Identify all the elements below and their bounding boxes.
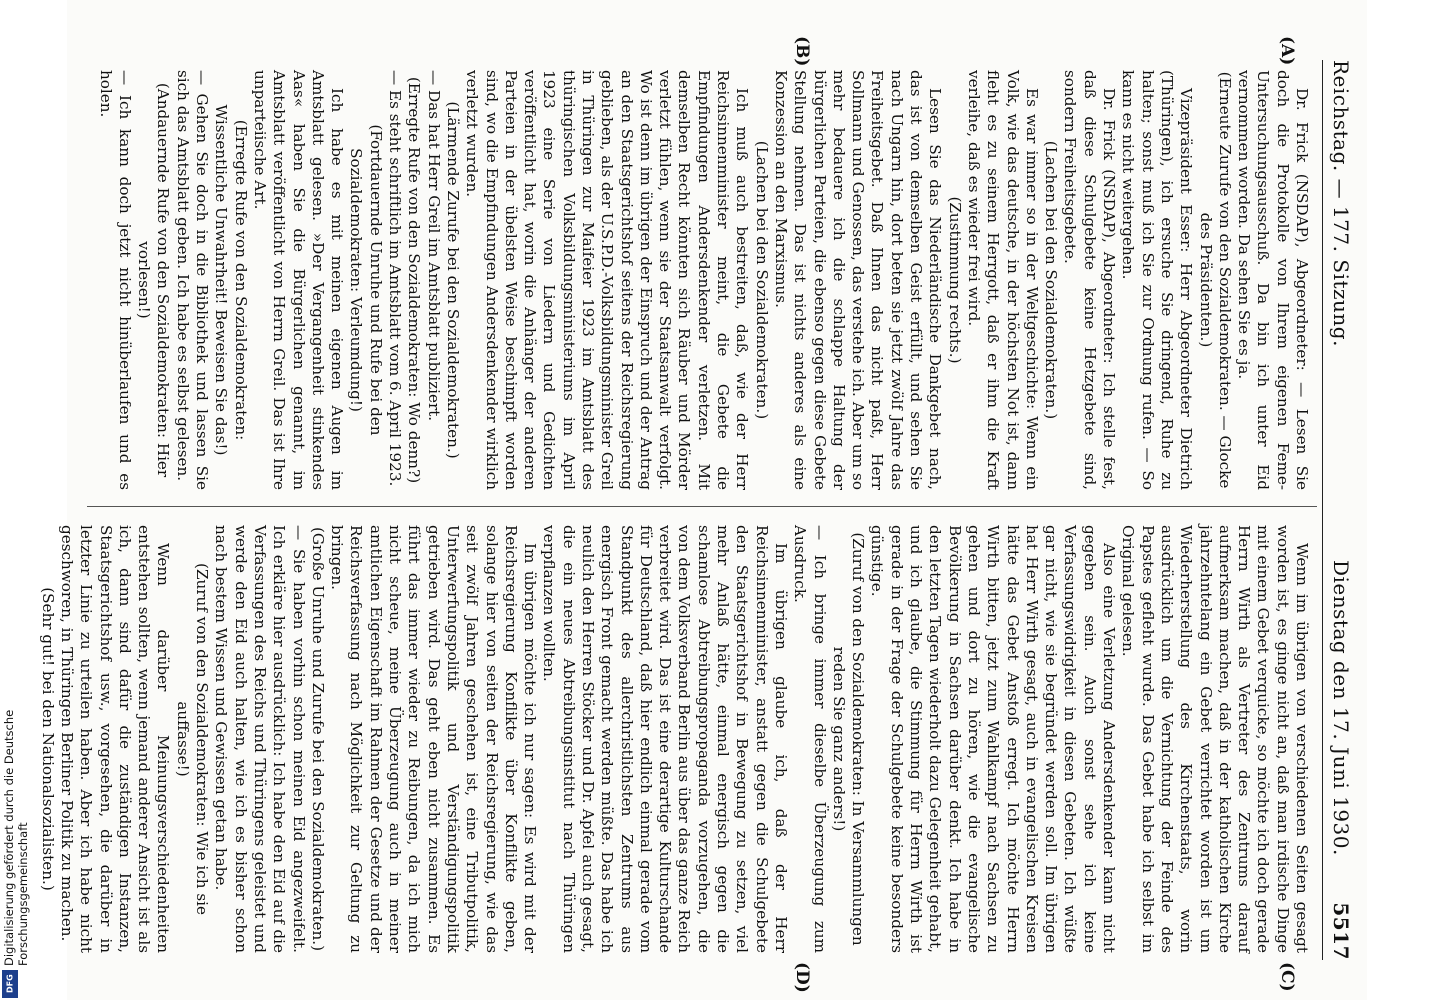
interjection: (Große Unruhe und Zurufe bei den Sozialdemokraten.) [308, 527, 327, 951]
paragraph: Dr. Frick (NSDAP), Abgeordneter: — Lesen Sie doch die Protokolle von Ihrem eigenen Feme-Untersuchungsausschuß. Da bin ich unter Eid vernommen worden. Da sehen Sie es ja. [1235, 70, 1311, 490]
header-date: Dienstag den 17. Juni 1930. [1329, 560, 1353, 856]
paragraph: — Ich bringe immer dieselbe Überzeugung zum Ausdruck. [791, 525, 829, 953]
paragraph: Wenn im übrigen von verschiedenen Seiten gesagt worden ist, es ginge nicht an, daß man irdische Dinge mit einem Gebet verquicke, so möchte ich doch gerade Herrn Wirth als Vertreter des Zentrums darauf aufmerksam machen, daß in der katholischen Kirche jahrzehntelang ein Gebet verrichtet worden ist um Wiederherstellung des Kirchenstaats, worin ausdrücklich um die Vernichtung der Feinde des Papstes gefleht wurde. Das Gebet habe ich selbst im Original gelesen. [1119, 525, 1311, 953]
paragraph: Vizepräsident Esser: Herr Abgeordneter Dietrich (Thüringen), ich ersuche Sie dringend, Ruhe zu halten; sonst muß ich Sie zur Ordnung rufen. — So kann es nicht weitergehen. [1119, 70, 1196, 490]
paragraph: — Es steht schriftlich im Amtsblatt vom 6. April 1923. [386, 70, 405, 487]
paragraph: — Das hat Herr Greil im Amtsblatt publiziert. [424, 70, 443, 422]
margin-marker-d: (D) [792, 962, 812, 993]
paragraph: — Sie haben vorhin schon meinen Eid angezweifelt. Ich erkläre hier ausdrücklich: Ich habe den Eid auf die Verfassungen des Reichs und Thüringens geleistet und werde den Eid auch halten, wie ich es bisher schon nach bestem Wissen und Gewissen getan habe. [212, 525, 308, 953]
margin-marker-a: (A) [1277, 36, 1297, 66]
margin-marker-b: (B) [792, 36, 812, 67]
paragraph: Im übrigen glaube ich, daß der Herr Reichsinnenminister, anstatt gegen die Schulgebete den Staatsgerichtshof in Bewegung zu setzen, viel mehr Anlaß hätte, einmal energisch gegen die schamlose Abtreibungspropaganda vorzugehen, die von dem Volksverband Berlin aus über das ganze Reich verbreitet wird. Das ist eine derartige Kulturschande für Deutschland, daß hier endlich einmal gerade vom Standpunkt des allerchristlichsten Zentrums aus energisch Front gemacht werden müßte. Das habe ich neulich den Herren Stöcker und Dr. Apfel auch gesagt, die ein neues Abtreibungsinstitut nach Thüringen verpflanzen wollten. [540, 525, 790, 953]
left-column [87, 70, 1311, 490]
paragraph: Im übrigen möchte ich nur sagen: Es wird mit der Reichsregierung Konflikte über Konflikte geben, solange hier von seiten der Reichsregierung, wie das seit zwölf Jahren geschehen ist, eine Tributpolitik, Unterwerfungspolitik und Verständigungspolitik getrieben wird. Das geht eben nicht zusammen. Es führt das immer wieder zu Reibungen, da ich mich nicht scheue, meine Überzeugung auch in meiner amtlichen Eigenschaft im Rahmen der Gesetze und der Reichsverfassung nach Möglichkeit zur Geltung zu bringen. [328, 525, 540, 953]
paragraph: Es war immer so in der Weltgeschichte: Wenn ein Volk, wie das deutsche, in der höchsten Not ist, dann fleht es zu seinem Herrgott, daß er ihm die Kraft verleihe, daß es wieder frei wird. [964, 70, 1041, 490]
interjection: (Lachen bei den Sozialdemokraten.) [752, 140, 771, 420]
dfg-logo-icon: DFG [2, 970, 18, 998]
paragraph: Wenn darüber Meinungsverschiedenheiten entstehen sollten, wenn jemand anderer Ansicht ist als ich, dann sind dafür die zuständigen Instanzen, Staatsgerichtshof usw., vorgesehen, die darüber in letzter Linie zu urteilen haben. Aber ich habe nicht geschworen, in Thüringen Berliner Politik zu machen. [58, 525, 173, 953]
interjection: (Erregte Rufe von den Sozialdemokraten: Wissentliche Unwahrheit! Beweisen Sie das!) [212, 104, 250, 456]
interjection: (Fortdauernde Unruhe und Rufe bei den Sozialdemokraten: Verleumdung!) [347, 124, 385, 436]
interjection: (Erregte Rufe von den Sozialdemokraten: Wo denn?) [405, 76, 424, 484]
paragraph: — Ich kann doch jetzt nicht hinüberlaufen und es holen. [96, 70, 134, 490]
interjection: (Lachen bei den Sozialdemokraten.) [1042, 140, 1061, 420]
right-column [38, 525, 1311, 953]
interjection: (Zustimmung rechts.) [945, 196, 964, 364]
paragraph: Also eine Verletzung Andersdenkender kann nicht gegeben sein. Auch sonst sehe ich keine Verfassungswidrigkeit in diesen Gebeten. Ich wüßte gar nicht, wie sie begründet werden soll. Im übrigen hat Herr Wirth gesagt, auch in evangelischen Kreisen hätte das Gebet Anstoß erregt. Ich möchte Herrn Wirth bitten, jetzt zum Wahlkampf nach Sachsen zu gehen und dort zu hören, wie die evangelische Bevölkerung in Sachsen darüber denkt. Ich habe in den letzten Tagen wiederholt dazu Gelegenheit gehabt, und ich glaube, die Stimmung für Herrn Wirth ist gerade in der Frage der Schulgebete keine besonders günstige. [868, 525, 1119, 953]
digitization-credit [0, 606, 30, 1000]
interjection: (Zuruf von den Sozialdemokraten: In Versammlungen reden Sie ganz anders!) [829, 532, 868, 946]
paragraph: Ich habe es mit meinen eigenen Augen im Amtsblatt gelesen. »Der Vergangenheit stinkendes Aas« haben Sie die Bürgerlichen genannt, im Amtsblatt veröffentlicht von Herrn Greil. Das ist Ihre unparteiische Art. [250, 70, 347, 490]
interjection: (Lärmende Zurufe bei den Sozialdemokraten.) [443, 101, 462, 459]
paragraph: Dr. Frick (NSDAP), Abgeordneter: Ich stelle fest, daß diese Schulgebete keine Hetzgebete sind, sondern Freiheitsgebete. [1061, 70, 1119, 490]
header-session: Reichstag. — 177. Sitzung. [1329, 60, 1353, 347]
paragraph: Lesen Sie das Niederländische Dankgebet nach, das ist von demselben Geist erfüllt, und sehen Sie nach Ungarn hin, dort beten sie jetzt zwölf Jahre das Freiheitsgebet. Daß Ihnen das nicht paßt, Herr Sollmann und Genossen, das verstehe ich. Aber um so mehr bedauere ich die schlappe Haltung der bürgerlichen Parteien, die ebenso gegen diese Gebete Stellung nehmen. Das ist nichts anderes als eine Konzession an den Marxismus. [771, 70, 945, 490]
interjection: (Andauernde Rufe von den Sozialdemokraten: Hier vorlesen!) [135, 82, 173, 478]
interjection: (Zuruf von den Sozialdemokraten: Wie ich sie auffasse!) [173, 563, 212, 915]
interjection: (Sehr gut! bei den Nationalsozialisten.) [38, 587, 57, 891]
interjection: (Erneute Zurufe von den Sozialdemokraten. — Glocke des Präsidenten.) [1196, 71, 1234, 489]
paragraph: — Gehen Sie doch in die Bibliothek und lassen Sie sich das Amtsblatt geben. Ich habe es selbst gelesen. [173, 70, 212, 490]
margin-marker-c: (C) [1277, 962, 1297, 992]
page-header [1322, 60, 1357, 960]
credit-text: Digitalisierung gefördert durch die Deutsche Forschungsgemeinschaft [2, 709, 30, 966]
column-divider [87, 506, 1317, 507]
document-page [38, 0, 1367, 1000]
page-number: 5517 [1329, 902, 1353, 960]
paragraph: Ich muß auch bestreiten, daß, wie der Herr Reichsinnenminister meint, die Gebete die Empfindungen Andersdenkender verletzen. Mit demselben Recht könnten sich Räuber und Mörder verletzt fühlen, wenn sie der Staatsanwalt verfolgt. Wo ist denn im übrigen der Einspruch und der Antrag an den Staatsgerichtshof seitens der Reichsregierung geblieben, als der U.S.P.D.-Volksbildungsminister Greil in Thüringen zur Maifeier 1923 im Amtsblatt des thüringischen Volksbildungsministeriums im April 1923 eine Serie von Liedern und Gedichten veröffentlicht hat, worin die Anhänger der anderen Parteien in der übelsten Weise beschimpft worden sind, wo die Empfindungen Andersdenkender wirklich verletzt wurden. [463, 70, 752, 490]
